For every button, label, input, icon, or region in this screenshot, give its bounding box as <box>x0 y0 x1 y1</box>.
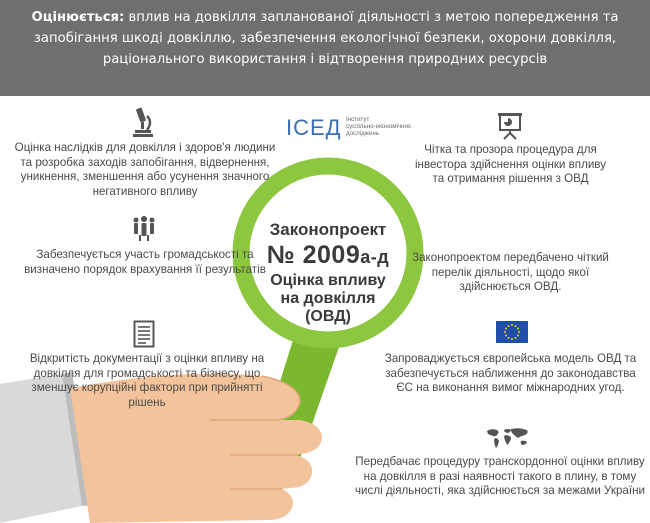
right-item-2: Законопроектом передбачено чіткий перелік діяльності, щодо якої здійснюється ОВД. <box>412 251 609 294</box>
eu-flag-icon <box>496 321 528 343</box>
lens-text <box>258 220 398 326</box>
left-item-1: Оцінка наслідків для довкілля і здоров'я людини та розробка заходів запобігання, відвернення, уникнення, зменшення або усунення значного негативного впливу <box>14 141 276 198</box>
header-text: вплив на довкілля запланованої діяльності з метою попередження та запобігання шкоді довкіллю, забезпечення екологічної безпеки, охорони довкілля, раціонального використання і відтворення природних ресурсів <box>33 10 619 67</box>
logo-line-1: Інститут <box>346 116 370 123</box>
logo-mark: ІСЕД <box>286 115 342 140</box>
right-item-1: Чітка та прозора процедура для інвестора здійснення оцінки впливу та отримання рішення з ОВД <box>414 143 607 186</box>
logo-caption <box>346 116 411 138</box>
logo-line-2: суспільно-економічних <box>346 123 412 131</box>
document-icon <box>133 320 155 348</box>
ovd-line-1: Оцінка впливу <box>270 272 386 289</box>
ised-logo <box>286 112 416 142</box>
right-item-4: Передбачає процедуру транскордонної оцінки впливу на довкілля в разі наявності такого в плину, в тому числі діяльності, яка здійснюється за межами України <box>355 455 645 498</box>
bill-label: Законопроект <box>269 220 387 239</box>
right-item-3: Запроваджується європейська модель ОВД та забезпечується наближення до законодавства ЄС на виконання вимог міжнародних угод. <box>384 352 637 395</box>
logo-line-3: досліджень <box>346 130 379 138</box>
ovd-line-3: (ОВД) <box>305 308 351 325</box>
people-group-icon <box>130 216 158 242</box>
left-item-3: Відкритість документації з оцінки впливу на довкілля для громадськості та бізнесу, що зменшує корупційні фактори при прийнятті рішень <box>29 352 265 409</box>
presentation-board-icon <box>497 112 523 140</box>
left-item-2: Забезпечується участь громадськості та визначено порядок врахування її результатів <box>24 248 266 276</box>
microscope-icon <box>131 106 155 138</box>
world-map-icon <box>485 427 531 449</box>
header-lead: Оцінюється: <box>31 10 125 25</box>
bill-number: № 2009а-д <box>266 241 390 269</box>
ovd-line-2: на довкілля <box>280 290 376 307</box>
